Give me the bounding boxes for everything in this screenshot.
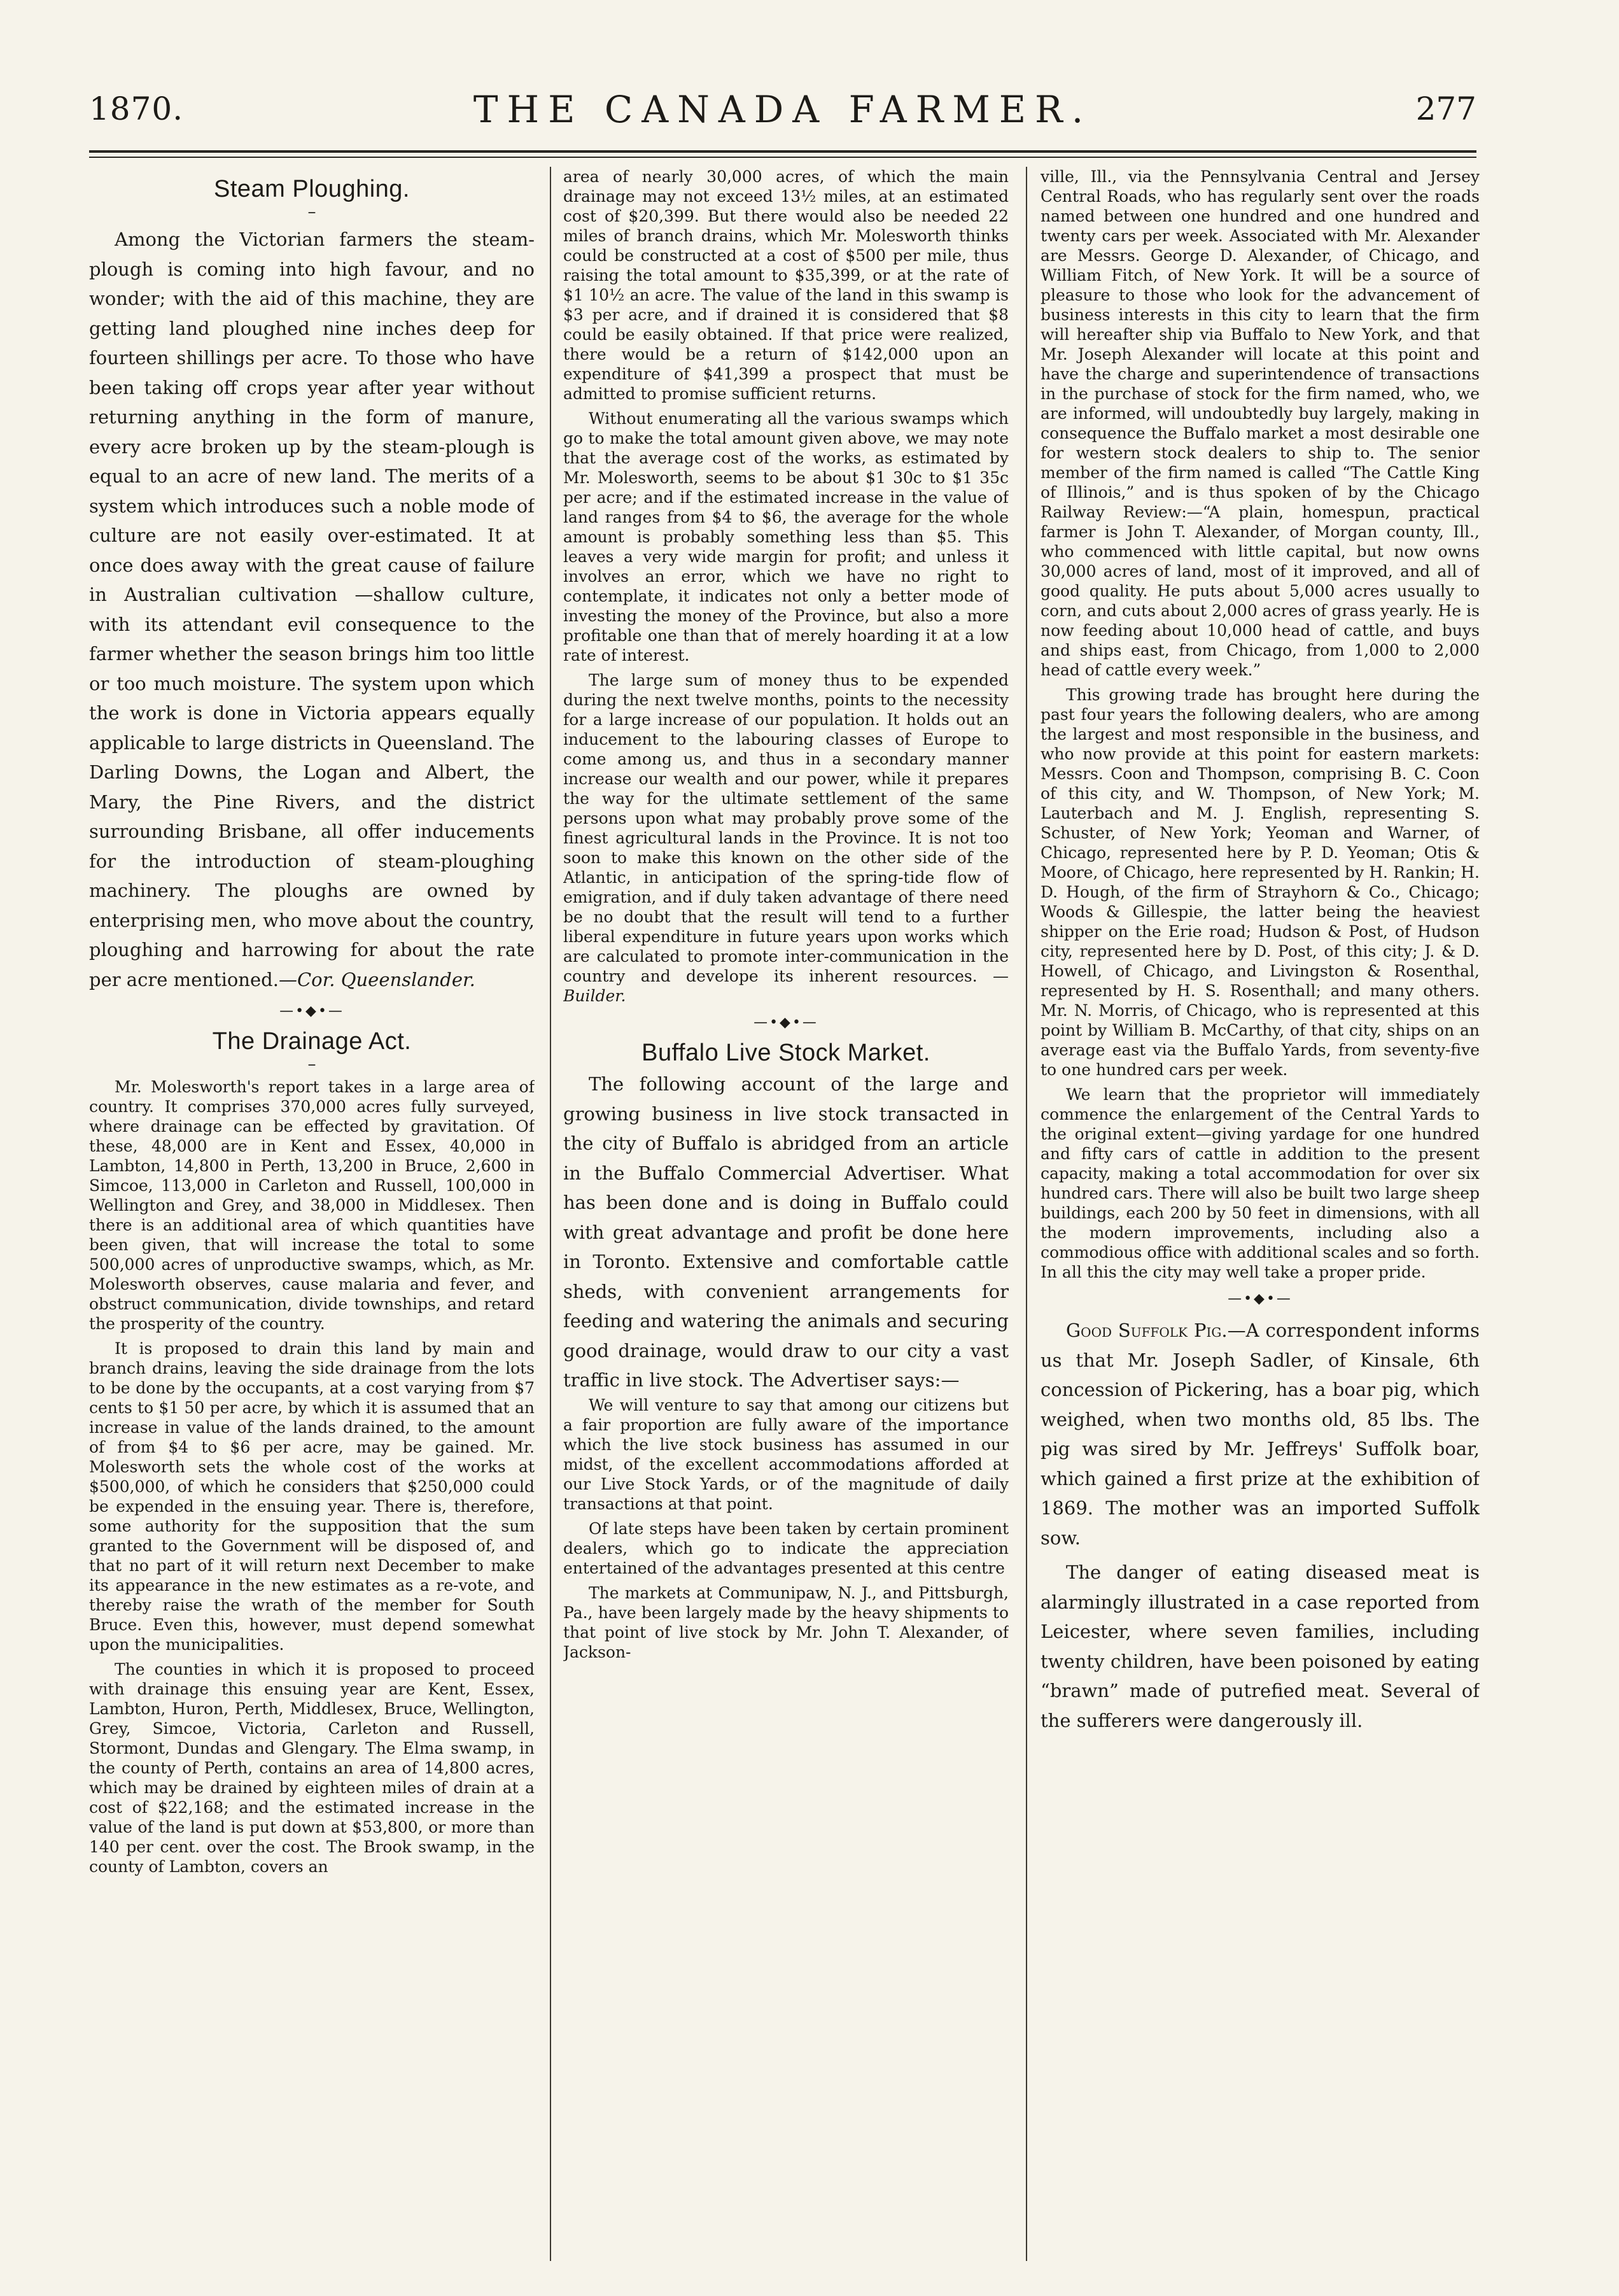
article-paragraph: The large sum of money thus to be expended during the next twelve months, points to the necessity for a large increase of our population. It holds out an inducement to the labouring classes of Europe to come among us, and thus in a secondary manner increase our wealth and our power, while it prepares the way for the ultimate settlement of the same persons upon what may probably prove some of the finest agricultural lands in the Province. It is not too soon to make this known on the other side of the Atlantic, in anticipation of the spring-tide flow of emigration, and if duly taken advantage of there need be no doubt that the result will tend to a further liberal expenditure in future years upon works which are calculated to promote inter-communication in the country and develope its inherent resources. — Builder. <box>563 671 1009 1005</box>
article-paragraph: Without enumerating all the various swamps which go to make the total amount given above, we may note that the average cost of the works, as estimated by Mr. Molesworth, seems to be about $1 30c to $1 35c per acre; and if the estimated increase in the value of land ranges from $4 to $6, the average for the whole amount is probably something less than $5. This leaves a very wide margin for profit; and unless it involves an error, which we have no right to contemplate, it indicates not only a better mode of investing the money of the Province, but also a more profitable one than that of merely hoarding it at a low rate of interest. <box>563 409 1009 665</box>
section-ornament: —•◆•— <box>753 1015 818 1031</box>
article-paragraph: The following account of the large and growing business in live stock transacted in the city of Buffalo is abridged from an article in the Buffalo Commercial Advertiser. What has been done and is doing in Buffalo could with great advantage and profit be done here in Toronto. Extensive and comfortable cattle sheds, with convenient arrangements for feeding and watering the animals and securing good drainage, would draw to our city a vast traffic in live stock. The Advertiser says:— <box>563 1073 1009 1391</box>
article-drainage-act <box>89 1028 535 1877</box>
article-buffalo-live-stock <box>563 1039 1009 1662</box>
article-paragraph: The markets at Communipaw, N. J., and Pittsburgh, Pa., have been largely made by the heavy shipments to that point of live stock by Mr. John T. Alexander, of Jackson- <box>563 1583 1009 1661</box>
article-drainage-act-continued <box>563 167 1009 1006</box>
title-dash: – <box>307 202 316 222</box>
article-paragraph: Mr. Molesworth's report takes in a large area of country. It comprises 370,000 acres fully surveyed, where drainage can be effected by gravitation. Of these, 48,000 are in Kent and Essex, 40,000 in Lambton, 14,800 in Perth, 13,200 in Bruce, 2,600 in Simcoe, 113,000 in Carleton and Russell, 100,000 in Wellington and Grey, and 38,000 in Middlesex. Then there is an additional area of which quantities have been given, that will increase the total to some 500,000 acres of unproductive swamps, which, as Mr. Molesworth observes, cause malaria and fever, and obstruct communication, divide townships, and retard the prosperity of the country. <box>89 1078 535 1333</box>
article-title: Steam Ploughing. <box>214 176 410 202</box>
masthead <box>89 76 1476 146</box>
masthead-rule-thin <box>89 157 1476 158</box>
section-ornament: —•◆•— <box>279 1003 344 1019</box>
column-3 <box>1041 167 1480 2267</box>
column-2 <box>563 167 1009 2267</box>
column-1 <box>89 167 535 2267</box>
article-steam-ploughing <box>89 176 535 994</box>
article-paragraph: Good Suffolk Pig.—A correspondent informs us that Mr. Joseph Sadler, of Kinsale, 6th concession of Pickering, has a boar pig, which weighed, when two months old, 85 lbs. The pig was sired by Mr. Jeffreys' Suffolk boar, which gained a first prize at the exhibition of 1869. The mother was an imported Suffolk sow. <box>1041 1320 1480 1549</box>
publication-title: THE CANADA FARMER. <box>473 88 1093 131</box>
article-paragraph: ville, Ill., via the Pennsylvania Central and Jersey Central Roads, who has regularly sent over the roads named between one hundred and one hundred and twenty cars per week. Associated with Mr. Alexander are Messrs. George D. Alexander, of Chicago, and William Fitch, of New York. It will be a source of pleasure to those who look for the advancement of business interests in this city to learn that the firm will hereafter ship via Buffalo to New York, and that Mr. Joseph Alexander will locate at this point and have the charge and superintendence of transactions in the purchase of stock for the firm named, who, we are informed, will undoubtedly buy largely, making in consequence the Buffalo market a most desirable one for western stock dealers to ship to. The senior member of the firm named is called “The Cattle King of Illinois,” and is thus spoken of by the Chicago Railway Review:—“A plain, homespun, practical farmer is John T. Alexander, of Morgan county, Ill., who commenced with little capital, but now owns 30,000 acres of land, most of it improved, and all of good quality. He puts about 5,000 acres usually to corn, and cuts about 2,000 acres of grass yearly. He is now feeding about 10,000 head of cattle, and buys and ships east, from Chicago, from 1,000 to 2,000 head of cattle every week.” <box>1041 167 1480 679</box>
article-paragraph: The counties in which it is proposed to proceed with drainage this ensuing year are Kent, Essex, Lambton, Huron, Perth, Middlesex, Bruce, Wellington, Grey, Simcoe, Victoria, Carleton and Russell, Stormont, Dundas and Glengary. The Elma swamp, in the county of Perth, contains an area of 14,800 acres, which may be drained by eighteen miles of drain at a cost of $22,168; and the estimated increase in the value of the land is put down at $53,800, or more than 140 per cent. over the cost. The Brook swamp, in the county of Lambton, covers an <box>89 1660 535 1876</box>
article-paragraph: Of late steps have been taken by certain prominent dealers, which go to indicate the appreciation entertained of the advantages presented at this centre <box>563 1519 1009 1577</box>
issue-year: 1870. <box>89 90 184 127</box>
article-source: — Builder. <box>563 967 1009 1005</box>
article-buffalo-live-stock-continued <box>1041 167 1480 1282</box>
section-ornament: —•◆•— <box>1228 1291 1293 1307</box>
page-number: 277 <box>1415 90 1476 127</box>
article-paragraph: We will venture to say that among our citizens but a fair proportion are fully aware of the importance which the live stock business has assumed in our midst, of the excellent accommodations afforded at our Live Stock Yards, or of the magnitude of daily transactions at that point. <box>563 1395 1009 1513</box>
article-title: The Drainage Act. <box>212 1028 412 1055</box>
column-divider <box>550 167 551 2261</box>
column-divider <box>1026 167 1027 2261</box>
article-lead: Good Suffolk Pig. <box>1066 1320 1228 1341</box>
article-paragraph: We learn that the proprietor will immediately commence the enlargement of the Central Yards to the original extent—giving yardage for one hundred and fifty cars of cattle in addition to the present capacity, making a total accommodation for over six hundred cars. There will also be built two large sheep buildings, each 200 by 50 feet in dimensions, with all the modern improvements, including also a commodious office with additional scales and so forth. In all this the city may well take a proper pride. <box>1041 1085 1480 1281</box>
article-suffolk-pig <box>1041 1316 1480 1735</box>
article-source: —Cor. Queenslander. <box>278 968 475 990</box>
article-paragraph: area of nearly 30,000 acres, of which the main drainage may not exceed 13½ miles, at an estimated cost of $20,399. But there would also be needed 22 miles of branch drains, which Mr. Molesworth thinks could be constructed at a cost of $500 per mile, thus raising the total amount to $35,399, or at the rate of $1 10½ an acre. The value of the land in this swamp is $3 per acre, and if drained it is considered that $8 could be easily obtained. If that price were realized, there would be a return of $142,000 upon an expenditure of $41,399 a prospect that must be admitted to promise sufficient returns. <box>563 167 1009 403</box>
article-paragraph: This growing trade has brought here during the past four years the following dealers, who are among the largest and most responsible in the business, and who now provide at this point for eastern markets: Messrs. Coon and Thompson, comprising B. C. Coon of this city, and W. Thompson, of New York; M. Lauterbach and M. J. English, representing S. Schuster, of New York; Yeoman and Warner, of Chicago, represented here by P. D. Yeoman; Otis & Moore, of Chicago, here represented by H. Rankin; H. D. Hough, of the firm of Strayhorn & Co., Chicago; Woods & Gillespie, the latter being the heaviest shipper on the Erie road; Hudson & Post, of Hudson city, represented here by D. Post, of this city; J. & D. Howell, of Chicago, and Livingston & Rosenthal, represented by H. S. Rosenthall; and many others. Mr. N. Morris, of Chicago, who is represented at this point by William B. McCarthy, of that city, ships on an average east via the Buffalo Yards, from seventy-five to one hundred cars per week. <box>1041 686 1480 1079</box>
article-paragraph: The danger of eating diseased meat is alarmingly illustrated in a case reported from Leicester, where seven families, including twenty children, have been poisoned by eating “brawn” made of putrefied meat. Several of the sufferers were dangerously ill. <box>1041 1561 1480 1731</box>
article-paragraph: Among the Victorian farmers the steam-plough is coming into high favour, and no wonder; with the aid of this machine, they are getting land ploughed nine inches deep for fourteen shillings per acre. To those who have been taking off crops year after year without returning anything in the form of manure, every acre broken up by the steam-plough is equal to an acre of new land. The merits of a system which introduces such a noble mode of culture are not easily over-estimated. It at once does away with the great cause of failure in Australian cultivation —shallow culture, with its attendant evil consequence to the farmer whether the season brings him too little or too much moisture. The system upon which the work is done in Victoria appears equally applicable to large districts in Queensland. The Darling Downs, the Logan and Albert, the Mary, the Pine Rivers, and the district surrounding Brisbane, all offer inducements for the introduction of steam-ploughing machinery. The ploughs are owned by enterprising men, who move about the country, ploughing and harrowing for about the rate per acre mentioned.—Cor. Queenslander. <box>89 229 535 990</box>
article-paragraph: It is proposed to drain this land by main and branch drains, leaving the side drainage from the lots to be done by the occupants, at a cost varying from $7 cents to $1 50 per acre, by which it is assumed that an increase in value of the lands drained, to the amount of from $4 to $6 per acre, may be gained. Mr. Molesworth sets the whole cost of the works at $500,000, of which he considers that $250,000 could be expended in the ensuing year. There is, therefore, some authority for the supposition that the sum granted to the Government will be disposed of, and that no part of it will return next December to make its appearance in the new estimates as a re-vote, and thereby raise the wrath of the member for South Bruce. Even this, however, must depend somewhat upon the municipalities. <box>89 1339 535 1654</box>
article-title: Buffalo Live Stock Market. <box>641 1039 930 1066</box>
title-dash: – <box>307 1055 316 1074</box>
masthead-rule <box>89 150 1476 153</box>
